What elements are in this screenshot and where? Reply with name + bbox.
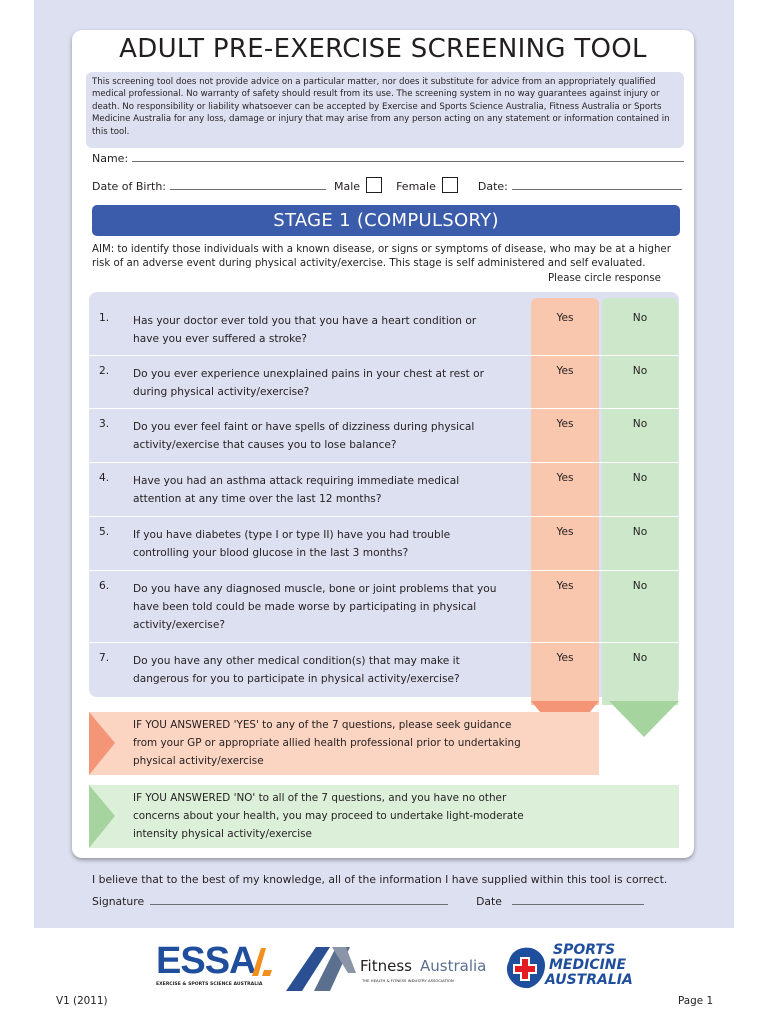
yes-option[interactable]: Yes [556,580,574,592]
australia-word: Australia [420,957,487,975]
essa-logo [156,940,276,992]
essa-logo-text: ESSA [156,940,256,982]
essa-swoosh-icon [252,948,272,978]
no-option[interactable]: No [632,418,648,430]
row-divider [89,408,679,409]
form-title: ADULT PRE-EXERCISE SCREENING TOOL [119,34,647,64]
yes-option[interactable]: Yes [556,312,574,324]
yes-option[interactable]: Yes [556,472,574,484]
no-option[interactable]: No [632,526,648,538]
sma-map-cross-icon [505,943,547,991]
question-text: Have you had an asthma attack requiring immediate medical attention at any time over the last 12 months? [133,475,460,505]
signature-row [92,895,644,908]
no-arrow-icon [609,701,679,739]
question-text: Do you ever experience unexplained pains in your chest at rest or during physical activity/exercise? [133,368,485,398]
no-option[interactable]: No [632,312,648,324]
row-divider [89,516,679,517]
question-text: Do you have any other medical condition(s) that may make it dangerous for you to participate in physical activity/exercise? [133,655,460,685]
essa-subtitle: EXERCISE & SPORTS SCIENCE AUSTRALIA [156,982,263,987]
female-checkbox[interactable] [442,177,458,193]
no-option[interactable]: No [632,652,648,664]
declaration: I believe that to the best of my knowledge, all of the information I have supplied within this tool is correct. [92,873,668,886]
disclaimer: This screening tool does not provide advice on a particular matter, nor does it substitute for advice from an appropriately qualified medical professional. No warranty of safety should result from its use. The screening system in no way guarantees against injury or death. No responsibility or liability whatsoever can be accepted by Exercise and Sports Science Australia, Fitness Australia or Sports Medicine Australia for any loss, damage or injury that may arise from any person acting on any statement or information contained in this tool. [86,72,684,148]
question-number: 1. [99,312,110,324]
row-divider [89,355,679,356]
stage-banner: STAGE 1 (COMPULSORY) [92,205,680,236]
no-option[interactable]: No [632,472,648,484]
no-option[interactable]: No [632,580,648,592]
dob-row [92,177,682,193]
row-divider [89,642,679,643]
question-text: Do you ever feel faint or have spells of dizziness during physical activity/exercise that causes you to lose balance? [133,421,475,451]
no-outcome-arrow-icon [89,785,119,848]
name-field[interactable] [132,161,684,162]
yes-option[interactable]: Yes [556,526,574,538]
question-number: 5. [99,526,110,538]
male-checkbox[interactable] [366,177,382,193]
signature-label: Signature [92,895,145,908]
fitness-australia-subtitle: THE HEALTH & FITNESS INDUSTRY ASSOCIATION [362,978,454,983]
question-number: 2. [99,365,110,377]
date-label: Date: [477,180,508,193]
row-divider [89,570,679,571]
dob-field[interactable] [170,189,326,190]
name-row [92,152,684,165]
yes-option[interactable]: Yes [556,652,574,664]
question-text: Has your doctor ever told you that you have a heart condition or have you ever suffered a stroke? [133,315,477,345]
sma-line-1: SPORTS [553,942,616,958]
dob-label: Date of Birth: [92,180,167,193]
sma-line-2: MEDICINE [549,957,627,973]
row-divider [89,462,679,463]
question-text: If you have diabetes (type I or type II) have you had trouble controlling your blood glucose in the last 3 months? [133,529,451,559]
fitness-word: Fitness [360,957,412,975]
yes-option[interactable]: Yes [556,418,574,430]
question-number: 7. [99,652,110,664]
question-number: 3. [99,418,110,430]
question-number: 6. [99,580,110,592]
aim-text: AIM: to identify those individuals with a known disease, or signs or symptoms of disease, who may be at a higher risk of an adverse event during physical activity/exercise. This stage is self administered and self evaluated. [92,244,671,269]
question-text: Do you have any diagnosed muscle, bone or joint problems that you have been told could be made worse by participating in physical activity/exercise? [133,583,497,631]
page-number: Page 1 [678,995,714,1007]
name-label: Name: [92,152,129,165]
signature-date-label: Date [476,895,502,908]
yes-column [531,298,599,705]
date-field[interactable] [512,189,682,190]
signature-date-field[interactable] [512,904,644,905]
fitness-australia-logo [286,945,496,993]
yes-option[interactable]: Yes [556,365,574,377]
version-label: V1 (2011) [56,995,108,1007]
signature-field[interactable] [150,904,448,905]
no-outcome-message: IF YOU ANSWERED 'NO' to all of the 7 questions, and you have no other concerns about your health, you may proceed to undertake light-moderate intensity physical activity/exercise [133,792,524,840]
yes-outcome-message: IF YOU ANSWERED 'YES' to any of the 7 questions, please seek guidance from your GP or appropriate allied health professional prior to undertaking physical activity/exercise [133,719,521,767]
male-label: Male [334,180,361,193]
sma-line-3: AUSTRALIA [545,972,633,988]
fitness-australia-mark-icon [286,945,356,993]
no-column [602,298,678,705]
female-label: Female [396,180,436,193]
circle-hint: Please circle response [548,273,661,284]
sports-medicine-australia-logo [505,941,633,993]
no-option[interactable]: No [632,365,648,377]
yes-outcome-arrow-icon [89,712,119,775]
question-number: 4. [99,472,110,484]
